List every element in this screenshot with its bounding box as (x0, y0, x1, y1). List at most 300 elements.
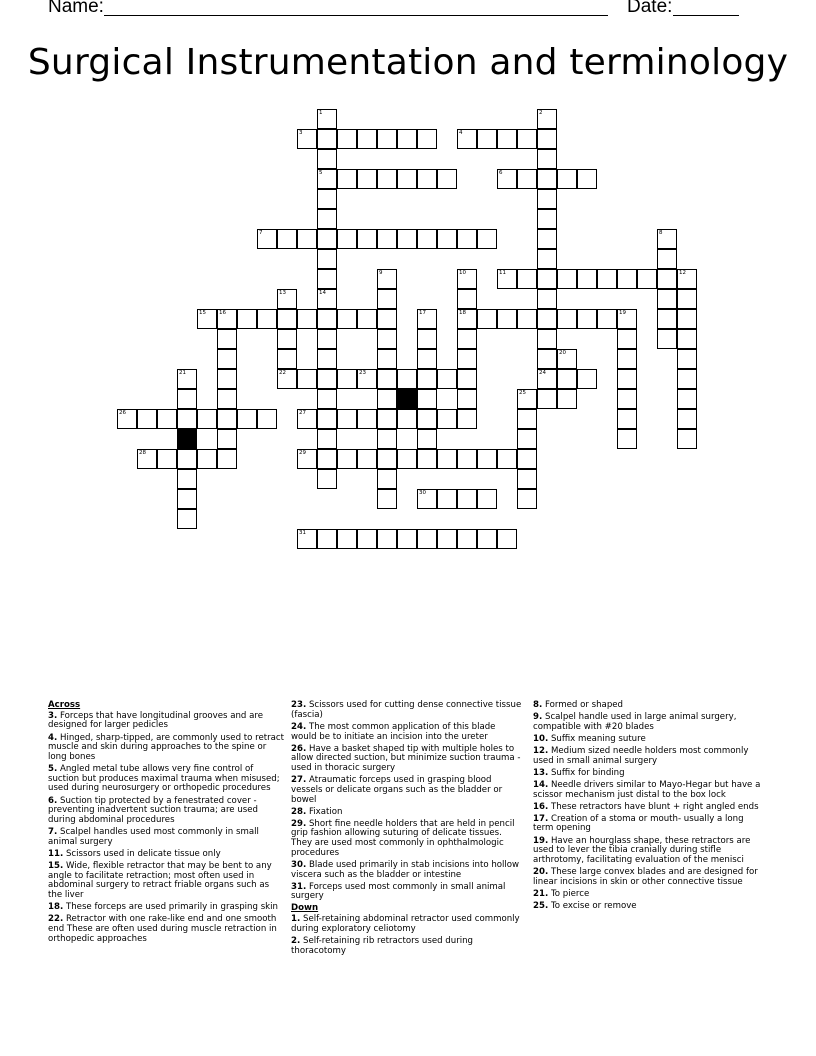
clue-item-text: These large convex blades and are designed for linear incisions in skin or other connective tissue (533, 867, 758, 887)
grid-cell[interactable] (377, 529, 397, 549)
clue-number: 31 (299, 530, 306, 536)
grid-cell[interactable] (277, 229, 297, 249)
grid-cell[interactable] (217, 349, 237, 369)
grid-cell[interactable] (417, 449, 437, 469)
grid-cell[interactable] (397, 369, 417, 389)
clue-item-number: 29. (291, 818, 307, 829)
grid-cell[interactable] (357, 529, 377, 549)
grid-cell[interactable] (357, 309, 377, 329)
grid-cell[interactable] (537, 229, 557, 249)
clue-item (291, 861, 523, 880)
grid-cell[interactable] (577, 269, 597, 289)
grid-cell[interactable] (557, 369, 577, 389)
clue-item-number: 10. (533, 733, 549, 744)
grid-cell[interactable] (417, 529, 437, 549)
grid-cell[interactable] (357, 229, 377, 249)
grid-cell[interactable] (417, 369, 437, 389)
grid-cell[interactable] (457, 229, 477, 249)
grid-cell[interactable] (517, 169, 537, 189)
clue-number: 2 (539, 110, 543, 116)
grid-cell[interactable] (457, 369, 477, 389)
clue-item-number: 5. (48, 764, 58, 774)
clue-item-text: Hinged, sharp-tipped, are commonly used to retract muscle and skin during approaches to the spine or long bones (48, 732, 285, 762)
grid-cell[interactable] (297, 449, 317, 469)
clue-item-number: 1. (291, 914, 301, 925)
grid-cell[interactable] (477, 229, 497, 249)
grid-cell[interactable] (437, 529, 457, 549)
clue-item-number: 24. (291, 721, 307, 732)
grid-cell[interactable] (317, 149, 337, 169)
grid-cell[interactable] (457, 289, 477, 309)
grid-cell[interactable] (577, 309, 597, 329)
grid-cell[interactable] (397, 449, 417, 469)
grid-cell[interactable] (417, 129, 437, 149)
grid-cell[interactable] (657, 289, 677, 309)
grid-cell[interactable] (437, 449, 457, 469)
grid-cell[interactable] (537, 309, 557, 329)
grid-cell[interactable] (537, 369, 557, 389)
grid-cell[interactable] (377, 469, 397, 489)
grid-cell[interactable] (457, 349, 477, 369)
grid-cell[interactable] (217, 389, 237, 409)
clue-item-number: 4. (48, 732, 58, 743)
grid-cell[interactable] (377, 229, 397, 249)
grid-cell[interactable] (517, 269, 537, 289)
grid-cell[interactable] (397, 229, 417, 249)
clue-item-text: Have an hourglass shape, these retractors are used to lever the tibia cranially during stifle arthrotomy, facilitating evaluation of the menisci (533, 835, 751, 865)
grid-cell[interactable] (517, 129, 537, 149)
grid-cell[interactable] (617, 349, 637, 369)
grid-cell[interactable] (457, 329, 477, 349)
page-title: Surgical Instrumentation and terminology (27, 42, 789, 83)
clue-item (48, 915, 284, 944)
grid-cell[interactable] (337, 409, 357, 429)
grid-cell[interactable] (277, 309, 297, 329)
grid-cell[interactable] (337, 229, 357, 249)
grid-cell[interactable] (557, 309, 577, 329)
clue-number: 5 (319, 170, 323, 176)
grid-cell[interactable] (497, 269, 517, 289)
grid-cell[interactable] (677, 329, 697, 349)
grid-cell[interactable] (357, 409, 377, 429)
grid-cell[interactable] (617, 309, 637, 329)
grid-cell[interactable] (617, 329, 637, 349)
clue-item-number: 13. (533, 767, 549, 778)
grid-cell[interactable] (277, 369, 297, 389)
grid-cell[interactable] (297, 229, 317, 249)
grid-cell[interactable] (377, 449, 397, 469)
clue-number: 29 (299, 450, 306, 456)
clue-item (48, 734, 284, 763)
clue-item (291, 745, 523, 774)
clue-item-number: 15. (48, 860, 64, 871)
grid-cell[interactable] (357, 129, 377, 149)
grid-cell[interactable] (657, 309, 677, 329)
grid-cell[interactable] (417, 389, 437, 409)
grid-cell[interactable] (557, 349, 577, 369)
grid-cell[interactable] (517, 389, 537, 409)
grid-cell[interactable] (457, 529, 477, 549)
grid-cell[interactable] (257, 409, 277, 429)
clue-item (533, 781, 761, 800)
grid-cell[interactable] (297, 309, 317, 329)
grid-cell[interactable] (277, 289, 297, 309)
grid-cell[interactable] (377, 289, 397, 309)
grid-cell[interactable] (157, 409, 177, 429)
grid-cell[interactable] (337, 309, 357, 329)
grid-cell[interactable] (317, 189, 337, 209)
grid-cell[interactable] (337, 169, 357, 189)
grid-cell[interactable] (537, 209, 557, 229)
grid-cell[interactable] (537, 109, 557, 129)
grid-cell[interactable] (597, 269, 617, 289)
grid-cell[interactable] (217, 429, 237, 449)
grid-cell[interactable] (557, 169, 577, 189)
down-clue-list-continued (533, 701, 761, 912)
grid-cell[interactable] (537, 129, 557, 149)
grid-cell[interactable] (517, 489, 537, 509)
grid-cell[interactable] (317, 529, 337, 549)
grid-cell[interactable] (177, 469, 197, 489)
grid-cell[interactable] (397, 409, 417, 429)
clue-item (533, 747, 761, 766)
grid-cell[interactable] (537, 169, 557, 189)
grid-cell[interactable] (337, 369, 357, 389)
grid-cell[interactable] (337, 449, 357, 469)
grid-cell[interactable] (577, 169, 597, 189)
grid-cell[interactable] (457, 409, 477, 429)
clue-item (533, 735, 761, 745)
clue-item-text: To pierce (550, 888, 590, 899)
grid-cell[interactable] (497, 529, 517, 549)
grid-cell[interactable] (377, 409, 397, 429)
down-heading: Down (291, 903, 319, 914)
clue-item-text: Formed or shaped (544, 700, 624, 710)
clue-item-number: 3. (48, 710, 58, 721)
grid-cell[interactable] (457, 129, 477, 149)
clue-number: 15 (199, 310, 206, 316)
clue-number: 27 (299, 410, 306, 416)
clue-number: 1 (319, 110, 323, 116)
clue-number: 9 (379, 270, 383, 276)
clue-item-text: Wide, flexible retractor that may be bent to any angle to facilitate retraction; most often used in abdominal surgery to retract friable organs such as the liver (48, 860, 272, 900)
grid-cell[interactable] (177, 509, 197, 529)
grid-cell[interactable] (217, 449, 237, 469)
grid-cell[interactable] (477, 529, 497, 549)
grid-cell[interactable] (497, 449, 517, 469)
grid-cell[interactable] (237, 309, 257, 329)
clue-number: 13 (279, 290, 286, 296)
grid-cell[interactable] (377, 329, 397, 349)
clue-item (291, 915, 523, 934)
grid-cell[interactable] (317, 309, 337, 329)
grid-cell[interactable] (677, 289, 697, 309)
clue-item (533, 769, 761, 779)
grid-cell[interactable] (197, 449, 217, 469)
clue-item-text: Scissors used for cutting dense connective tissue (fascia) (291, 700, 522, 720)
clue-item-number: 31. (291, 881, 307, 892)
clue-item-number: 14. (533, 779, 549, 790)
clues-column-3 (533, 701, 761, 914)
grid-cell[interactable] (317, 429, 337, 449)
grid-cell[interactable] (137, 449, 157, 469)
grid-cell[interactable] (397, 129, 417, 149)
clue-item-text: Retractor with one rake-like end and one smooth end These are often used during muscle retraction in orthopedic approaches (48, 914, 277, 944)
grid-cell[interactable] (317, 449, 337, 469)
clue-item (533, 890, 761, 900)
clue-item-number: 11. (48, 848, 64, 859)
clue-number: 8 (659, 230, 663, 236)
grid-cell[interactable] (537, 329, 557, 349)
grid-cell[interactable] (317, 409, 337, 429)
grid-cell[interactable] (177, 369, 197, 389)
clue-item-number: 21. (533, 888, 549, 899)
clue-item-text: These forceps are used primarily in grasping skin (65, 902, 278, 913)
grid-cell[interactable] (257, 309, 277, 329)
grid-cell[interactable] (437, 229, 457, 249)
grid-cell[interactable] (437, 169, 457, 189)
grid-cell[interactable] (517, 469, 537, 489)
grid-cell[interactable] (457, 269, 477, 289)
grid-cell[interactable] (537, 389, 557, 409)
grid-cell[interactable] (317, 389, 337, 409)
grid-cell[interactable] (377, 269, 397, 289)
black-cell (397, 389, 417, 409)
clue-item (291, 937, 523, 956)
grid-cell[interactable] (437, 489, 457, 509)
grid-cell[interactable] (377, 349, 397, 369)
grid-cell[interactable] (197, 309, 217, 329)
clue-number: 10 (459, 270, 466, 276)
grid-cell[interactable] (317, 289, 337, 309)
grid-cell[interactable] (157, 449, 177, 469)
clue-item (533, 713, 761, 732)
grid-cell[interactable] (517, 429, 537, 449)
grid-cell[interactable] (657, 229, 677, 249)
grid-cell[interactable] (317, 129, 337, 149)
grid-cell[interactable] (377, 309, 397, 329)
clue-number: 6 (499, 170, 503, 176)
clues-column-1 (48, 701, 284, 947)
grid-cell[interactable] (417, 349, 437, 369)
grid-cell[interactable] (177, 449, 197, 469)
clue-item (291, 820, 523, 859)
clue-number: 11 (499, 270, 506, 276)
grid-cell[interactable] (317, 109, 337, 129)
grid-cell[interactable] (537, 249, 557, 269)
grid-cell[interactable] (457, 389, 477, 409)
grid-cell[interactable] (517, 409, 537, 429)
clue-number: 21 (179, 370, 186, 376)
grid-cell[interactable] (537, 349, 557, 369)
down-clue-list (291, 915, 523, 956)
grid-cell[interactable] (677, 389, 697, 409)
clue-item-text: Scalpel handle used in large animal surgery, compatible with #20 blades (533, 712, 737, 732)
clue-number: 23 (359, 370, 366, 376)
grid-cell[interactable] (377, 129, 397, 149)
grid-cell[interactable] (677, 409, 697, 429)
clue-number: 14 (319, 290, 326, 296)
grid-cell[interactable] (357, 169, 377, 189)
grid-cell[interactable] (337, 129, 357, 149)
grid-cell[interactable] (377, 429, 397, 449)
grid-cell[interactable] (497, 169, 517, 189)
clue-item-number: 17. (533, 813, 549, 824)
grid-cell[interactable] (677, 429, 697, 449)
grid-cell[interactable] (377, 169, 397, 189)
grid-cell[interactable] (417, 309, 437, 329)
clue-item-number: 30. (291, 859, 307, 870)
clue-item (291, 723, 523, 742)
grid-cell[interactable] (177, 389, 197, 409)
clue-item-text: Have a basket shaped tip with multiple holes to allow directed suction, but minimize suction trauma - used in thoracic surgery (291, 743, 521, 773)
grid-cell[interactable] (237, 409, 257, 429)
grid-cell[interactable] (357, 449, 377, 469)
clue-item (291, 776, 523, 805)
clue-item-number: 9. (533, 712, 543, 723)
grid-cell[interactable] (417, 229, 437, 249)
grid-cell[interactable] (657, 249, 677, 269)
grid-cell[interactable] (297, 369, 317, 389)
grid-cell[interactable] (317, 369, 337, 389)
grid-cell[interactable] (217, 369, 237, 389)
grid-cell[interactable] (537, 149, 557, 169)
grid-cell[interactable] (637, 269, 657, 289)
clue-item (48, 903, 284, 913)
grid-cell[interactable] (617, 269, 637, 289)
grid-cell[interactable] (377, 389, 397, 409)
grid-cell[interactable] (397, 529, 417, 549)
grid-cell[interactable] (517, 309, 537, 329)
grid-cell[interactable] (677, 369, 697, 389)
grid-cell[interactable] (177, 489, 197, 509)
grid-cell[interactable] (297, 529, 317, 549)
grid-cell[interactable] (357, 369, 377, 389)
grid-cell[interactable] (117, 409, 137, 429)
grid-cell[interactable] (577, 369, 597, 389)
grid-cell[interactable] (417, 429, 437, 449)
clue-item (48, 850, 284, 860)
grid-cell[interactable] (317, 209, 337, 229)
clues-column-2 (291, 701, 523, 959)
grid-cell[interactable] (397, 169, 417, 189)
grid-cell[interactable] (497, 309, 517, 329)
grid-cell[interactable] (537, 269, 557, 289)
clue-item-number: 16. (533, 801, 549, 812)
clue-item (48, 712, 284, 731)
grid-cell[interactable] (617, 429, 637, 449)
grid-cell[interactable] (317, 249, 337, 269)
grid-cell[interactable] (677, 309, 697, 329)
grid-cell[interactable] (617, 369, 637, 389)
clue-item-text: Forceps that have longitudinal grooves and are designed for larger pedicles (48, 710, 264, 731)
grid-cell[interactable] (277, 329, 297, 349)
grid-cell[interactable] (597, 309, 617, 329)
grid-cell[interactable] (617, 409, 637, 429)
clue-item (533, 701, 761, 711)
clue-item-number: 28. (291, 806, 307, 817)
clue-item (291, 808, 523, 818)
grid-cell[interactable] (617, 389, 637, 409)
grid-cell[interactable] (457, 489, 477, 509)
grid-cell[interactable] (177, 409, 197, 429)
clue-number: 28 (139, 450, 146, 456)
clue-item (533, 868, 761, 887)
grid-cell[interactable] (497, 129, 517, 149)
grid-cell[interactable] (657, 329, 677, 349)
clue-item-number: 8. (533, 700, 543, 710)
grid-cell[interactable] (477, 449, 497, 469)
grid-cell[interactable] (677, 269, 697, 289)
grid-cell[interactable] (677, 349, 697, 369)
clue-item-number: 25. (533, 900, 549, 911)
grid-cell[interactable] (217, 409, 237, 429)
grid-cell[interactable] (437, 369, 457, 389)
grid-cell[interactable] (517, 449, 537, 469)
grid-cell[interactable] (537, 189, 557, 209)
grid-cell[interactable] (317, 349, 337, 369)
across-clue-list (48, 712, 284, 945)
grid-cell[interactable] (317, 329, 337, 349)
grid-cell[interactable] (297, 129, 317, 149)
clue-item-text: Creation of a stoma or mouth- usually a long term opening (533, 813, 744, 834)
clue-number: 20 (559, 350, 566, 356)
grid-cell[interactable] (317, 229, 337, 249)
clue-item-number: 6. (48, 795, 58, 806)
grid-cell[interactable] (317, 169, 337, 189)
grid-cell[interactable] (197, 409, 217, 429)
grid-cell[interactable] (217, 329, 237, 349)
grid-cell[interactable] (317, 269, 337, 289)
grid-cell[interactable] (477, 309, 497, 329)
grid-cell[interactable] (317, 469, 337, 489)
clue-item-number: 7. (48, 827, 58, 837)
grid-cell[interactable] (537, 289, 557, 309)
grid-cell[interactable] (257, 229, 277, 249)
grid-cell[interactable] (217, 309, 237, 329)
clue-item-number: 26. (291, 743, 307, 754)
grid-cell[interactable] (477, 489, 497, 509)
grid-cell[interactable] (417, 489, 437, 509)
clue-item-text: Self-retaining abdominal retractor used commonly during exploratory celiotomy (291, 914, 520, 934)
clue-item-text: The most common application of this blade would be to initiate an incision into the ureter (291, 721, 496, 742)
grid-cell[interactable] (417, 329, 437, 349)
grid-cell[interactable] (437, 409, 457, 429)
grid-cell[interactable] (417, 169, 437, 189)
clue-item-text: Angled metal tube allows very fine control of suction but produces maximal trauma when misused; used during neurosurgery or orthopedic procedures (48, 764, 280, 794)
grid-cell[interactable] (477, 129, 497, 149)
name-label: Name: (48, 0, 104, 17)
across-clue-list-continued (291, 701, 523, 902)
grid-cell[interactable] (377, 369, 397, 389)
grid-cell[interactable] (337, 529, 357, 549)
clue-number: 17 (419, 310, 426, 316)
grid-cell[interactable] (377, 489, 397, 509)
clue-number: 16 (219, 310, 226, 316)
grid-cell[interactable] (297, 409, 317, 429)
grid-cell[interactable] (137, 409, 157, 429)
clue-item (48, 828, 284, 847)
grid-cell[interactable] (657, 269, 677, 289)
grid-cell[interactable] (417, 409, 437, 429)
grid-cell[interactable] (457, 309, 477, 329)
grid-cell[interactable] (457, 449, 477, 469)
clue-item-text: Medium sized needle holders most commonly used in small animal surgery (533, 745, 749, 766)
grid-cell[interactable] (557, 389, 577, 409)
grid-cell[interactable] (557, 269, 577, 289)
clue-item-number: 27. (291, 775, 307, 786)
grid-cell[interactable] (277, 349, 297, 369)
